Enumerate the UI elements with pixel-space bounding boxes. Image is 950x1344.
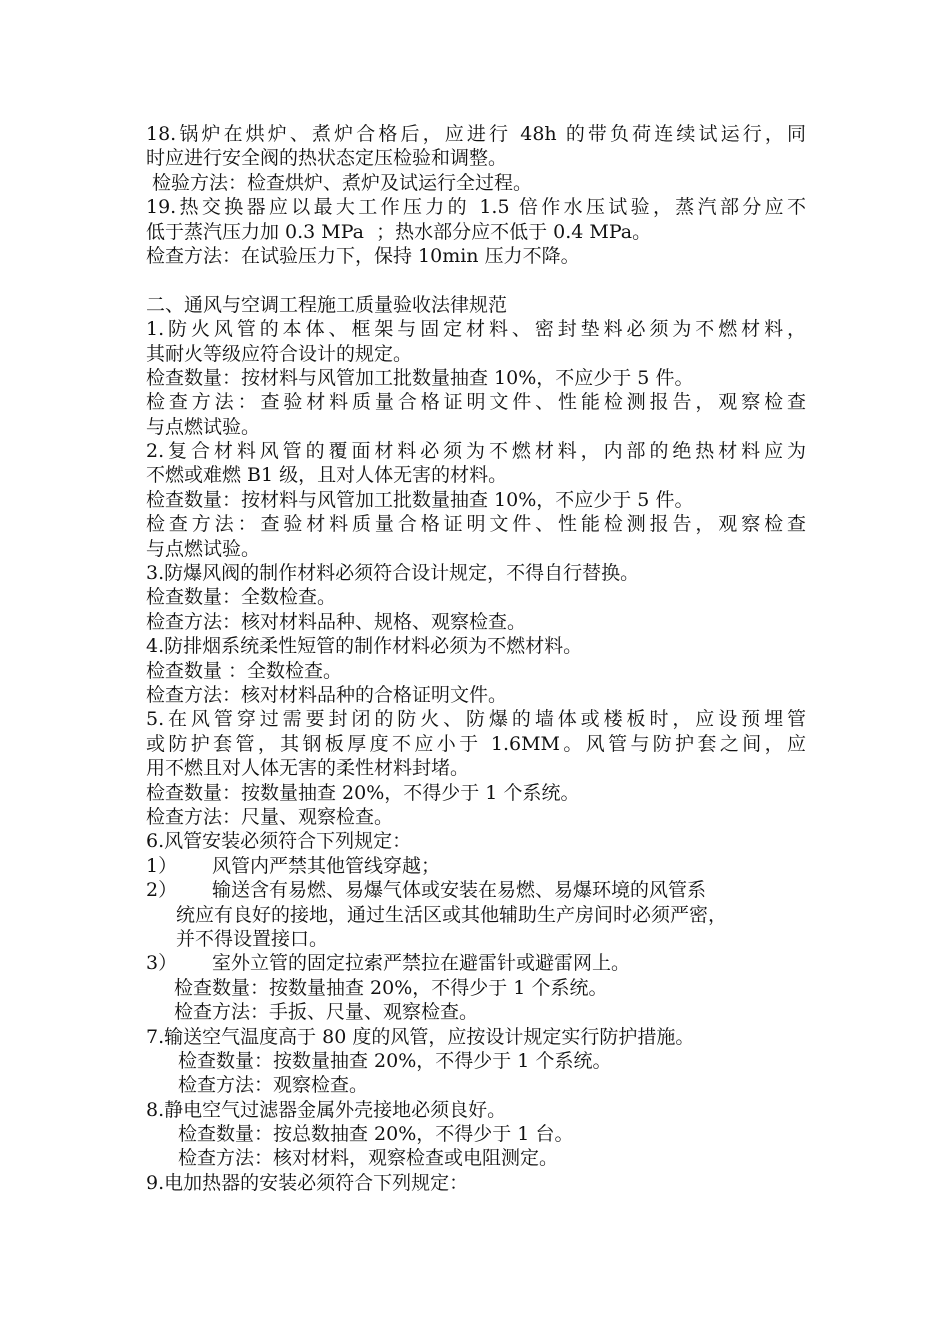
text-line: 时应进行安全阀的热状态定压检验和调整。 bbox=[146, 147, 508, 170]
text-line: 检查方法：尺量、观察检查。 bbox=[146, 805, 394, 828]
text-line: 检查数量 ：全数检查。 bbox=[146, 659, 343, 682]
text-line: 用不燃且对人体无害的柔性材料封堵。 bbox=[146, 757, 470, 780]
paragraph-18 bbox=[146, 122, 806, 195]
check-line: 检查数量：按数量抽查 20%，不得少于 1 个系统。 bbox=[178, 1049, 612, 1072]
text-line: 3.防爆风阀的制作材料必须符合设计规定，不得自行替换。 bbox=[146, 562, 640, 585]
text-line: 检查方法：核对材料品种、规格、观察检查。 bbox=[146, 610, 527, 633]
list-item bbox=[146, 854, 806, 878]
item-title: 6.风管安装必须符合下列规定： bbox=[146, 830, 412, 853]
check-line: 检查方法：手扳、尺量、观察检查。 bbox=[174, 1001, 479, 1024]
text-line: 1.防火风管的本体、框架与固定材料、密封垫料必须为不燃材料， bbox=[146, 318, 806, 341]
check-line: 检查数量：按数量抽查 20%，不得少于 1 个系统。 bbox=[174, 976, 608, 999]
text-line: 检查数量：按材料与风管加工批数量抽查 10%，不应少于 5 件。 bbox=[146, 366, 694, 389]
list-text: 室外立管的固定拉索严禁拉在避雷针或避雷网上。 bbox=[212, 952, 631, 975]
item-title: 9.电加热器的安装必须符合下列规定： bbox=[146, 1171, 469, 1194]
text-line: 其耐火等级应符合设计的规定。 bbox=[146, 342, 413, 365]
list-number: 1） bbox=[146, 854, 178, 877]
paragraph-19 bbox=[146, 195, 806, 268]
text-line: 低于蒸汽压力加 0.3 MPa ；热水部分应不低于 0.4 MPa。 bbox=[146, 220, 652, 243]
text-line: 检查数量：按材料与风管加工批数量抽查 10%，不应少于 5 件。 bbox=[146, 488, 694, 511]
list-number: 3） bbox=[146, 952, 178, 975]
list-number: 2） bbox=[146, 879, 178, 902]
item-title: 7.输送空气温度高于 80 度的风管，应按设计规定实行防护措施。 bbox=[146, 1025, 695, 1048]
item-6 bbox=[146, 829, 806, 1024]
item-5 bbox=[146, 707, 806, 829]
section-title: 二、通风与空调工程施工质量验收法律规范 bbox=[146, 293, 508, 316]
text-line: 18.锅炉在烘炉、煮炉合格后，应进行 48h 的带负荷连续试运行，同 bbox=[146, 123, 806, 145]
list-text-continuation: 统应有良好的接地，通过生活区或其他辅助生产房间时必须严密， bbox=[176, 903, 728, 926]
text-line: 检查数量：按数量抽查 20%，不得少于 1 个系统。 bbox=[146, 781, 580, 804]
list-text: 风管内严禁其他管线穿越； bbox=[212, 854, 441, 877]
text-line: 检查方法：核对材料品种的合格证明文件。 bbox=[146, 683, 508, 706]
text-line: 检查数量：全数检查。 bbox=[146, 586, 337, 609]
text-line: 检验方法：检查烘炉、煮炉及试运行全过程。 bbox=[146, 171, 533, 194]
text-line: 检查方法：查验材料质量合格证明文件、性能检测报告，观察检查 bbox=[146, 391, 806, 414]
text-line: 4.防排烟系统柔性短管的制作材料必须为不燃材料。 bbox=[146, 635, 583, 658]
text-line: 或防护套管，其钢板厚度不应小于 1.6MM。风管与防护套之间，应 bbox=[146, 732, 806, 755]
text-line: 5.在风管穿过需要封闭的防火、防爆的墙体或楼板时，应设预埋管 bbox=[146, 708, 806, 731]
check-line: 检查方法：观察检查。 bbox=[178, 1074, 369, 1097]
blank-line bbox=[146, 268, 806, 292]
item-9 bbox=[146, 1171, 806, 1195]
item-3 bbox=[146, 561, 806, 634]
item-4 bbox=[146, 634, 806, 707]
text-line: 19.热交换器应以最大工作压力的 1.5 倍作水压试验，蒸汽部分应不 bbox=[146, 196, 806, 219]
item-1 bbox=[146, 317, 806, 439]
item-7 bbox=[146, 1025, 806, 1098]
list-text-continuation: 并不得设置接口。 bbox=[176, 927, 329, 950]
list-item bbox=[146, 878, 806, 951]
text-line: 与点燃试验。 bbox=[146, 415, 261, 438]
check-line: 检查数量：按总数抽查 20%，不得少于 1 台。 bbox=[178, 1123, 574, 1146]
document-body bbox=[146, 122, 806, 1195]
check-line: 检查方法：核对材料，观察检查或电阻测定。 bbox=[178, 1147, 559, 1170]
list-item bbox=[146, 951, 806, 975]
text-line: 不燃或难燃 B1 级，且对人体无害的材料。 bbox=[146, 464, 508, 487]
text-line: 检查方法：在试验压力下，保持 10min 压力不降。 bbox=[146, 244, 580, 267]
text-line: 2.复合材料风管的覆面材料必须为不燃材料，内部的绝热材料应为 bbox=[146, 440, 806, 463]
item-2 bbox=[146, 439, 806, 561]
item-title: 8.静电空气过滤器金属外壳接地必须良好。 bbox=[146, 1098, 507, 1121]
list-text: 输送含有易燃、易爆气体或安装在易燃、易爆环境的风管系 bbox=[212, 879, 707, 902]
text-line: 检查方法：查验材料质量合格证明文件、性能检测报告，观察检查 bbox=[146, 513, 806, 536]
item-8 bbox=[146, 1098, 806, 1171]
text-line: 与点燃试验。 bbox=[146, 537, 261, 560]
